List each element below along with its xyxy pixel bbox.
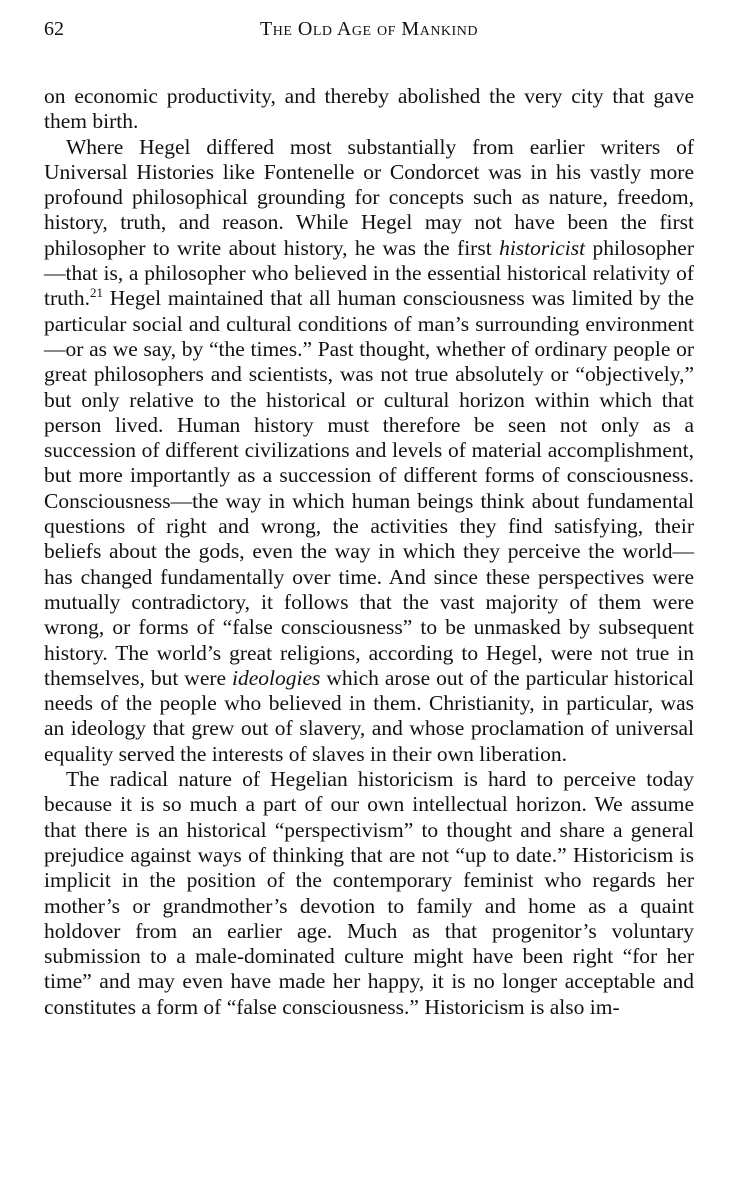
paragraph-text: philosopher—that is, a philosopher who believed in the essential historical relativity of truth.	[44, 235, 694, 311]
running-head	[44, 14, 694, 44]
paragraph-text: which arose out of the particular historical needs of the people who believed in them. Christianity, in particular, was an ideology that grew out of slavery, and whose proclamation of universal equality served the interests of slaves in their own liberation.	[44, 665, 694, 766]
book-page	[44, 14, 694, 1020]
paragraph-2	[44, 135, 694, 767]
paragraph-3	[44, 767, 694, 1020]
paragraph-text: on economic productivity, and thereby abolished the very city that gave them birth.	[44, 84, 694, 134]
paragraph-1	[44, 84, 694, 135]
footnote-marker: 21	[89, 285, 103, 301]
body-text	[44, 84, 694, 1020]
paragraph-text: Hegel maintained that all human consciousness was limited by the particular social and cultural conditions of man’s surrounding environment—or as we say, by “the times.” Past thought, whether of ordinary people or great philosophers and scientists, was not true absolutely or “objectively,” but only relative to the historical or cultural horizon within which that person lived. Human history must therefore be seen not only as a succession of different civilizations and levels of material accomplishment, but more importantly as a succession of different forms of consciousness. Consciousness—the way in which human beings think about fundamental questions of right and wrong, the activities they find satisfying, their beliefs about the gods, even the way in which they perceive the world—has changed fundamentally over time. And since these perspectives were mutually contradictory, it follows that the vast majority of them were wrong, or forms of “false consciousness” to be unmasked by subsequent history. The world’s great religions, according to Hegel, were not true in themselves, but were	[44, 286, 694, 690]
paragraph-text: Where Hegel differed most substantially from earlier writers of Universal Histories like Fontenelle or Condorcet was in his vastly more profound philosophical grounding for concepts such as nature, freedom, history, truth, and reason. While Hegel may not have been the first philosopher to write about history, he was the first	[44, 134, 694, 260]
page-number: 62	[44, 18, 64, 40]
running-title: The Old Age of Mankind	[260, 18, 478, 40]
paragraph-text: The radical nature of Hegelian historicism is hard to perceive today because it is so much a part of our own intellectual horizon. We assume that there is an historical “perspectivism” to thought and share a general prejudice against ways of thinking that are not “up to date.” Historicism is implicit in the position of the contemporary feminist who regards her mother’s or grandmother’s devotion to family and home as a quaint holdover from an earlier age. Much as that progenitor’s voluntary submission to a male-dominated culture might have been right “for her time” and may even have made her happy, it is no longer acceptable and constitutes a form of “false consciousness.” Historicism is also im-	[44, 767, 694, 1019]
emphasized-term: historicist	[499, 235, 586, 260]
emphasized-term: ideologies	[232, 665, 321, 690]
